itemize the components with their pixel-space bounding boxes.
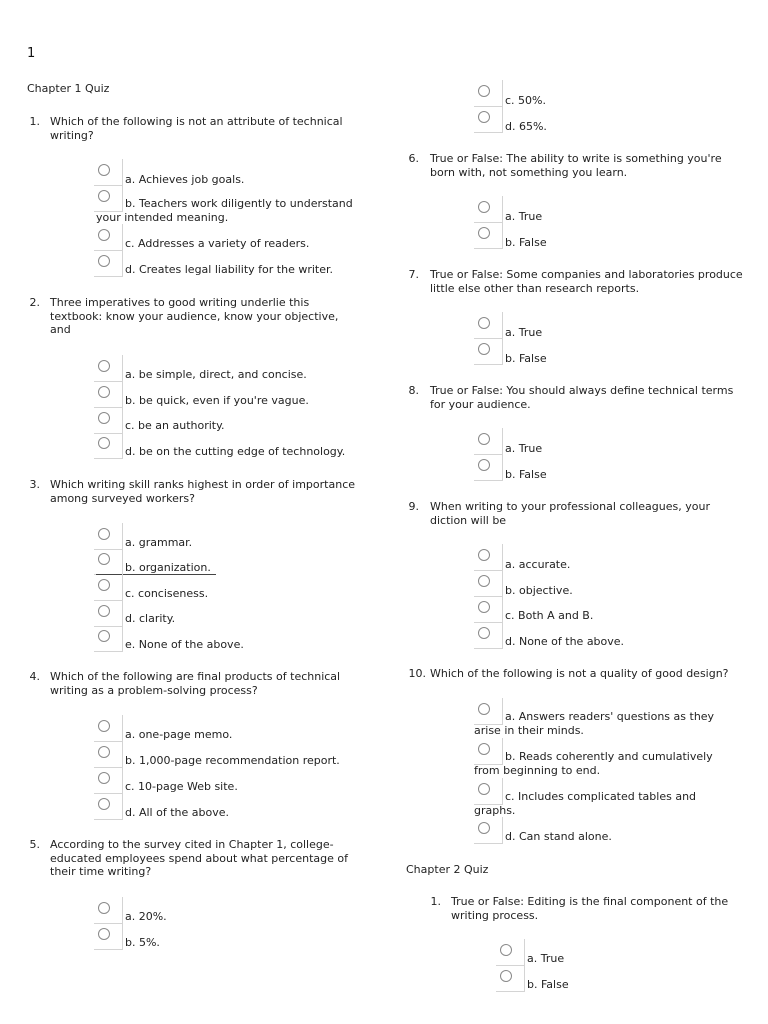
option-q2-d: d. be on the cutting edge of technology. [125, 445, 346, 458]
option-q10-a: a. Answers readers' questions as they arise in their minds. [474, 710, 715, 737]
answer-box [474, 428, 503, 455]
option-q1-a: a. Achieves job goals. [125, 173, 245, 186]
answer-box [94, 381, 123, 408]
option-q7-b: b. False [505, 352, 547, 365]
answer-box [94, 548, 123, 575]
answer-box [94, 159, 123, 186]
option-q3-b: b. organization. [125, 561, 211, 574]
option-q2-a: a. be simple, direct, and concise. [125, 368, 307, 381]
radio-button[interactable] [98, 772, 110, 784]
option-q8-a: a. True [505, 442, 543, 455]
answer-box [474, 570, 503, 597]
answer-box [94, 523, 123, 550]
radio-button[interactable] [98, 229, 110, 241]
answer-box [94, 574, 123, 601]
option-q9-a: a. accurate. [505, 558, 571, 571]
radio-button[interactable] [500, 944, 512, 956]
option-q6-a: a. True [505, 210, 543, 223]
radio-button[interactable] [98, 902, 110, 914]
answer-box [496, 965, 525, 992]
answer-box [474, 222, 503, 249]
answer-box [474, 738, 503, 765]
radio-button[interactable] [98, 720, 110, 732]
answer-box [94, 355, 123, 382]
radio-button[interactable] [98, 605, 110, 617]
answer-box [94, 600, 123, 627]
page-number: 1 [27, 46, 36, 61]
answer-box [474, 544, 503, 571]
option-q3-a: a. grammar. [125, 536, 193, 549]
option-ch2-q1-b: b. False [527, 978, 569, 991]
option-q5-d: d. 65%. [505, 120, 547, 133]
option-q9-c: c. Both A and B. [505, 609, 594, 622]
radio-button[interactable] [478, 433, 490, 445]
option-q9-b: b. objective. [505, 584, 573, 597]
radio-button[interactable] [98, 164, 110, 176]
radio-button[interactable] [98, 360, 110, 372]
chapter-2-heading: Chapter 2 Quiz [406, 863, 489, 876]
radio-button[interactable] [478, 627, 490, 639]
option-q5-b: b. 5%. [125, 936, 160, 949]
answer-box [496, 939, 525, 966]
option-q1-d: d. Creates legal liability for the writer. [125, 263, 334, 276]
answer-box [94, 432, 123, 459]
radio-button[interactable] [98, 579, 110, 591]
option-q3-c: c. conciseness. [125, 587, 209, 600]
answer-box [474, 196, 503, 223]
answer-box [94, 407, 123, 434]
radio-button[interactable] [478, 201, 490, 213]
radio-button[interactable] [98, 553, 110, 565]
option-q7-a: a. True [505, 326, 543, 339]
answer-box [94, 923, 123, 950]
radio-button[interactable] [98, 928, 110, 940]
radio-button[interactable] [98, 437, 110, 449]
option-q10-d: d. Can stand alone. [505, 830, 612, 843]
answer-box [474, 817, 503, 844]
radio-button[interactable] [478, 703, 490, 715]
radio-button[interactable] [98, 528, 110, 540]
option-q4-c: c. 10-page Web site. [125, 780, 238, 793]
option-q4-b: b. 1,000-page recommendation report. [125, 754, 340, 767]
radio-button[interactable] [478, 85, 490, 97]
answer-box [474, 622, 503, 649]
option-q4-d: d. All of the above. [125, 806, 229, 819]
answer-box [94, 767, 123, 794]
option-q10-b: b. Reads coherently and cumulatively from beginning to end. [474, 750, 713, 777]
radio-button[interactable] [478, 343, 490, 355]
option-q1-c: c. Addresses a variety of readers. [125, 237, 310, 250]
radio-button[interactable] [478, 783, 490, 795]
answer-box [94, 224, 123, 251]
answer-box [474, 312, 503, 339]
radio-button[interactable] [98, 746, 110, 758]
answer-box [94, 897, 123, 924]
radio-button[interactable] [98, 798, 110, 810]
option-q9-d: d. None of the above. [505, 635, 625, 648]
answer-box [474, 80, 503, 107]
option-q4-a: a. one-page memo. [125, 728, 233, 741]
option-q3-e: e. None of the above. [125, 638, 244, 651]
option-q5-a: a. 20%. [125, 910, 167, 923]
option-q3-d: d. clarity. [125, 612, 176, 625]
answer-box [94, 715, 123, 742]
radio-button[interactable] [478, 459, 490, 471]
answer-box [94, 185, 123, 212]
answer-box [474, 106, 503, 133]
answer-box [94, 741, 123, 768]
answer-box [474, 698, 503, 725]
radio-button[interactable] [478, 743, 490, 755]
radio-button[interactable] [478, 549, 490, 561]
option-q8-b: b. False [505, 468, 547, 481]
answer-box [474, 454, 503, 481]
answer-box [474, 596, 503, 623]
option-q2-c: c. be an authority. [125, 419, 225, 432]
option-ch2-q1-a: a. True [527, 952, 565, 965]
radio-button[interactable] [478, 111, 490, 123]
radio-button[interactable] [500, 970, 512, 982]
answer-box [94, 250, 123, 277]
answer-box [94, 793, 123, 820]
radio-button[interactable] [478, 822, 490, 834]
radio-button[interactable] [98, 190, 110, 202]
radio-button[interactable] [478, 575, 490, 587]
radio-button[interactable] [98, 630, 110, 642]
answer-box [94, 625, 123, 652]
radio-button[interactable] [98, 412, 110, 424]
radio-button[interactable] [478, 601, 490, 613]
option-q1-b: b. Teachers work diligently to understand your intended meaning. [96, 197, 353, 224]
chapter-1-heading: Chapter 1 Quiz [27, 82, 110, 95]
option-q10-c: c. Includes complicated tables and graphs. [474, 790, 697, 817]
option-q6-b: b. False [505, 236, 547, 249]
radio-button[interactable] [98, 255, 110, 267]
answer-box [474, 778, 503, 805]
radio-button[interactable] [478, 227, 490, 239]
option-q2-b: b. be quick, even if you're vague. [125, 394, 309, 407]
answer-box [474, 338, 503, 365]
radio-button[interactable] [98, 386, 110, 398]
radio-button[interactable] [478, 317, 490, 329]
option-q5-c: c. 50%. [505, 94, 546, 107]
